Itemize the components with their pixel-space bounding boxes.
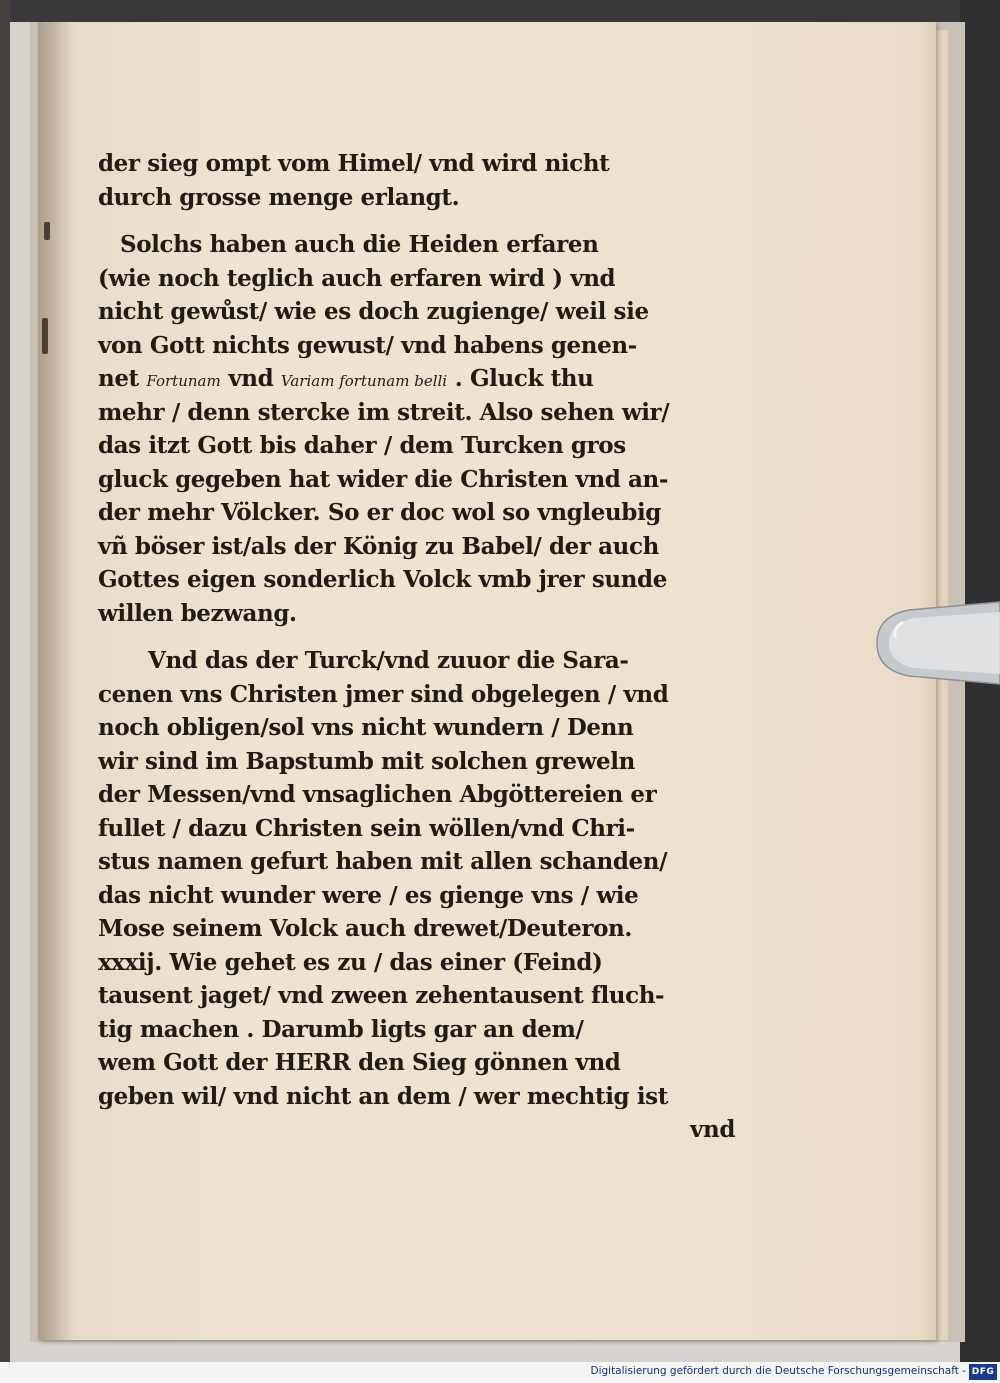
text-line-20: fullet / dazu Christen sein wöllen/vnd Chri- xyxy=(98,814,635,842)
text-line-13: Gottes eigen sonderlich Volck vmb jrer sunde xyxy=(98,566,667,593)
text-line-26: tig machen . Darumb ligts gar an dem/ xyxy=(98,1015,584,1043)
spine-mark xyxy=(44,222,50,240)
text-line-10: gluck gegeben hat wider die Christen vnd an- xyxy=(98,465,669,493)
text-line-28: geben wil/ vnd nicht an dem / wer mechtig ist xyxy=(98,1082,668,1110)
gutter-shadow xyxy=(38,22,74,1340)
text-line-12: vñ böser ist/als der König zu Babel/ der auch xyxy=(98,532,659,560)
text-line-7-and: vnd xyxy=(228,365,274,392)
text-line-7-dot: . xyxy=(454,365,463,392)
text-line-1: der sieg ompt vom Himel/ vnd wird nicht xyxy=(98,150,610,177)
text-line-19: der Messen/vnd vnsaglichen Abgöttereien er xyxy=(98,781,657,808)
scan-backdrop-top xyxy=(0,0,1000,22)
text-line-7-prefix: net xyxy=(98,365,139,392)
catchword: vnd xyxy=(690,1116,735,1143)
text-line-3: Solchs haben auch die Heiden erfaren xyxy=(120,231,599,258)
scan-backdrop-left xyxy=(0,0,10,1362)
spine-mark xyxy=(42,318,48,354)
text-line-4: (wie noch teglich auch erfaren wird ) vnd xyxy=(98,264,616,292)
text-line-7-end: Gluck thu xyxy=(469,365,594,392)
footer-bar xyxy=(0,1362,1000,1383)
text-line-23: Mose seinem Volck auch drewet/Deuteron. xyxy=(98,915,632,942)
text-line-2: durch grosse menge erlangt. xyxy=(98,183,460,211)
dfg-logo: DFG xyxy=(969,1364,997,1380)
text-line-8: mehr / denn stercke im streit. Also sehen wir/ xyxy=(98,398,670,426)
text-line-22: das nicht wunder were / es gienge vns / wie xyxy=(98,881,639,909)
text-line-16: cenen vns Christen jmer sind obgelegen / vnd xyxy=(98,680,669,708)
text-line-9: das itzt Gott bis daher / dem Turcken gros xyxy=(98,432,626,459)
text-line-18: wir sind im Bapstumb mit solchen greweln xyxy=(98,747,635,775)
text-line-15: Vnd das der Turck/vnd zuuor die Sara- xyxy=(148,647,629,674)
text-line-7 xyxy=(98,362,763,396)
footer-credit: Digitalisierung gefördert durch die Deutsche Forschungsgemeinschaft - xyxy=(590,1365,966,1377)
latin-fortunam: Fortunam xyxy=(146,372,221,390)
text-line-5: nicht gewůst/ wie es doch zugienge/ weil sie xyxy=(98,298,649,325)
text-line-14: willen bezwang. xyxy=(98,599,297,627)
text-line-25: tausent jaget/ vnd zween zehentausent fluch- xyxy=(98,982,665,1009)
latin-variam-fortunam-belli: Variam fortunam belli xyxy=(280,372,448,390)
text-line-11: der mehr Völcker. So er doc wol so vngleubig xyxy=(98,499,661,526)
text-line-27: wem Gott der HERR den Sieg gönnen vnd xyxy=(98,1049,621,1076)
text-line-24: xxxij. Wie gehet es zu / das einer (Feind) xyxy=(98,948,603,976)
page-clip xyxy=(873,598,1000,688)
book-page xyxy=(38,22,936,1340)
spine-marks xyxy=(40,222,54,362)
page-text xyxy=(98,147,763,1147)
text-line-6: von Gott nichts gewust/ vnd habens genen- xyxy=(98,331,637,359)
text-line-17: noch obligen/sol vns nicht wundern / Denn xyxy=(98,714,634,741)
text-line-21: stus namen gefurt haben mit allen schanden/ xyxy=(98,848,668,875)
